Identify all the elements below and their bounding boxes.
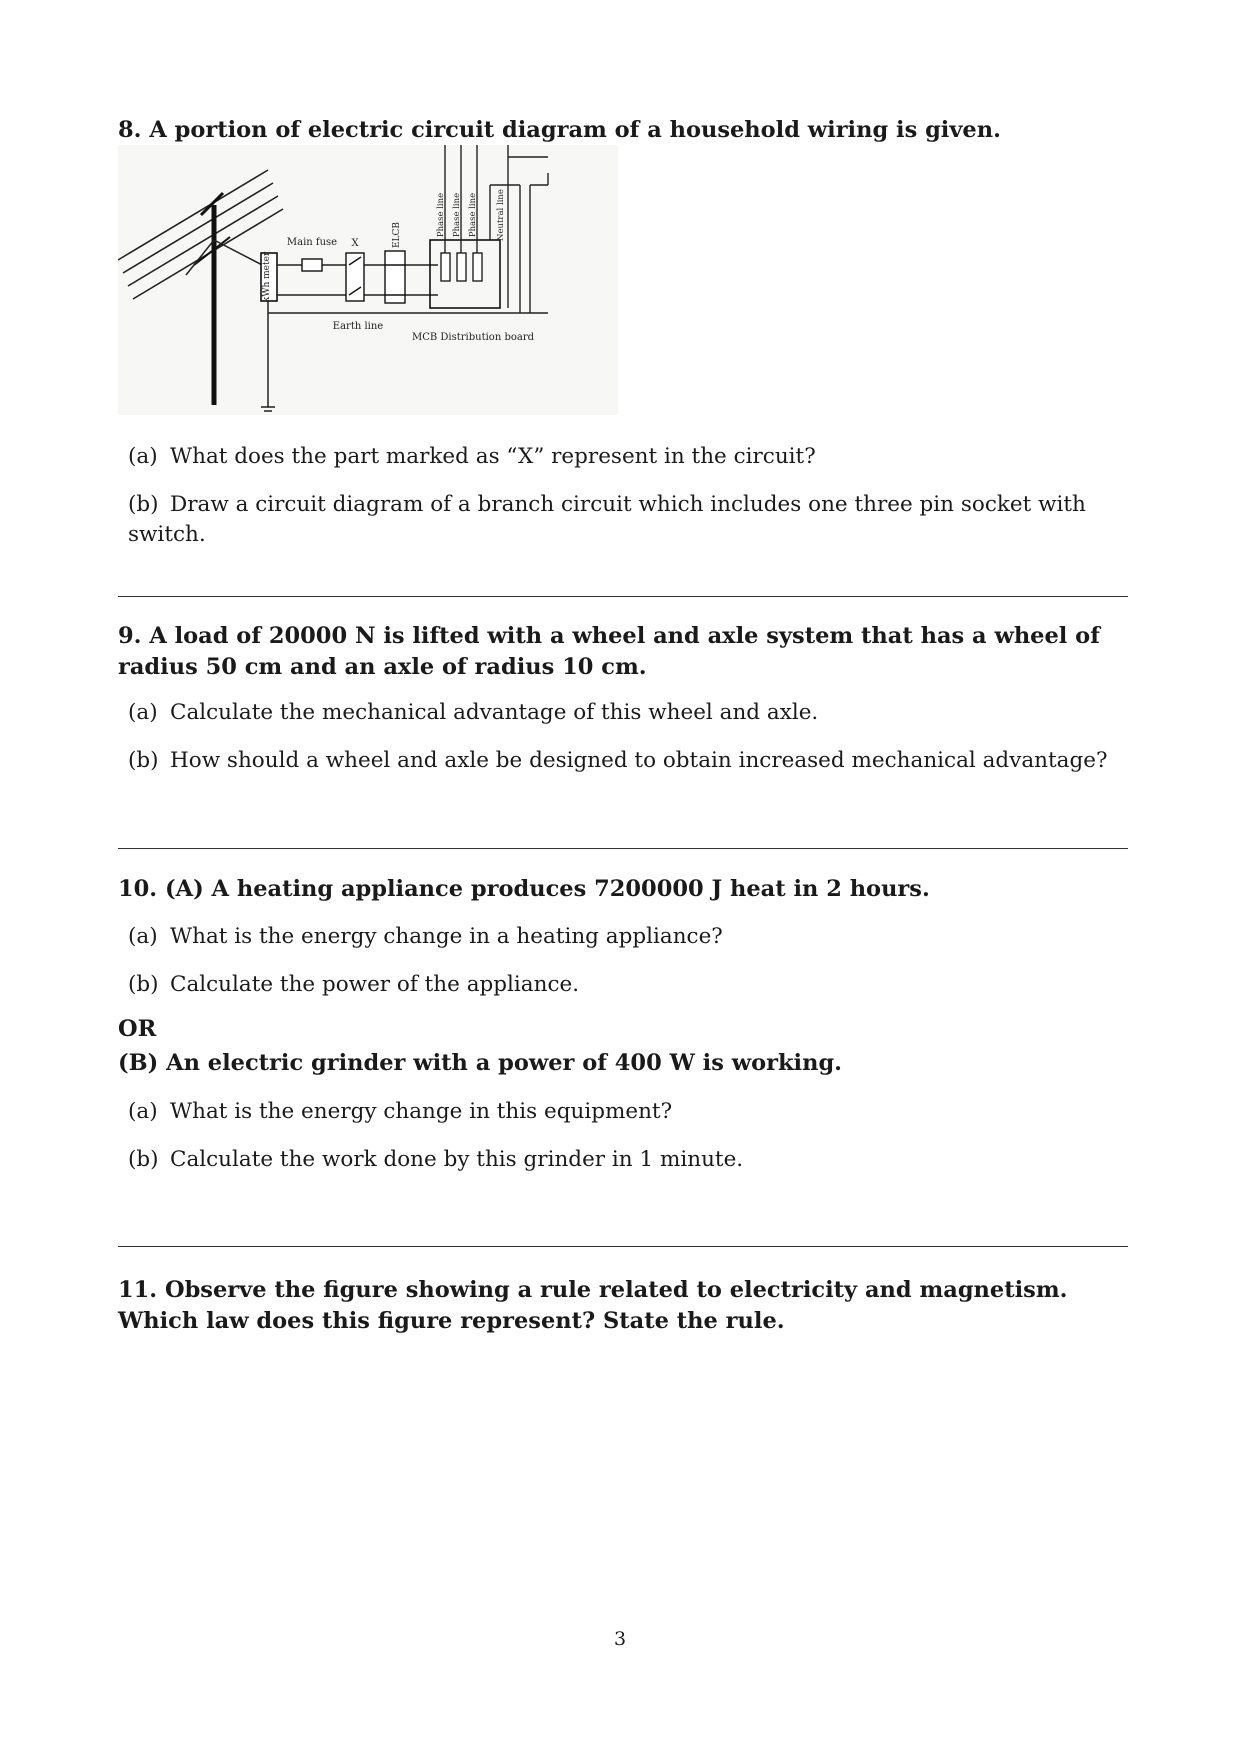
switch-x — [346, 253, 364, 301]
part-text: Draw a circuit diagram of a branch circuit which includes one three pin socket with switch. — [128, 492, 1086, 547]
part-text: How should a wheel and axle be designed to obtain increased mechanical advantage? — [170, 748, 1108, 773]
part-label: (b) — [128, 1147, 159, 1172]
phase-line-3-label: Phase line — [468, 192, 478, 238]
separator-rule — [118, 848, 1128, 849]
neutral-line-label: Neutral line — [496, 189, 506, 241]
part-label: (a) — [128, 700, 158, 725]
phase-line-2-label: Phase line — [452, 192, 462, 238]
switch-x-label: X — [351, 238, 359, 249]
mcb-breakers — [441, 253, 482, 281]
elcb-label: ELCB — [392, 221, 402, 249]
household-wiring-diagram — [118, 145, 618, 415]
question-10a-title: 10. (A) A heating appliance produces 7200000 J heat in 2 hours. — [118, 876, 930, 902]
separator-rule — [118, 1246, 1128, 1247]
part-label: (a) — [128, 1099, 158, 1124]
earth-line-label: Earth line — [332, 321, 384, 332]
part-label: (b) — [128, 972, 159, 997]
main-fuse — [302, 259, 322, 271]
question-9-part-a — [128, 698, 1128, 728]
question-9-part-b — [128, 746, 1128, 776]
separator-rule — [118, 596, 1128, 597]
part-label: (b) — [128, 748, 159, 773]
elcb-device — [385, 251, 405, 303]
page-number: 3 — [613, 1628, 627, 1650]
question-10a-part-b — [128, 970, 1128, 1000]
part-text: What does the part marked as “X” represent in the circuit? — [170, 444, 816, 469]
question-8-part-a — [128, 442, 1128, 472]
question-8-part-b — [128, 490, 1128, 550]
part-label: (b) — [128, 492, 159, 517]
part-text: Calculate the work done by this grinder in 1 minute. — [170, 1147, 744, 1172]
question-8-title: 8. A portion of electric circuit diagram of a household wiring is given. — [118, 117, 1001, 143]
question-11-title: 11. Observe the figure showing a rule related to electricity and magnetism. Which law does this figure represent? State the rule. — [118, 1277, 1068, 1334]
question-10b-title: (B) An electric grinder with a power of 400 W is working. — [118, 1050, 843, 1076]
part-text: Calculate the power of the appliance. — [170, 972, 580, 997]
question-10a-part-a — [128, 922, 1128, 952]
question-10b-part-a — [128, 1097, 1128, 1127]
part-label: (a) — [128, 924, 158, 949]
part-text: Calculate the mechanical advantage of this wheel and axle. — [170, 700, 819, 725]
question-9-title: 9. A load of 20000 N is lifted with a wheel and axle system that has a wheel of radius 50 cm and an axle of radius 10 cm. — [118, 623, 1100, 680]
or-separator: OR — [118, 1016, 157, 1042]
phase-line-1-label: Phase line — [436, 192, 446, 238]
question-10b-part-b — [128, 1145, 1128, 1175]
mcb-board-label: MCB Distribution board — [411, 332, 535, 343]
kwh-meter-label: kWh meter — [262, 251, 272, 303]
part-text: What is the energy change in this equipment? — [170, 1099, 673, 1124]
part-label: (a) — [128, 444, 158, 469]
main-fuse-label: Main fuse — [286, 237, 338, 248]
part-text: What is the energy change in a heating appliance? — [170, 924, 723, 949]
